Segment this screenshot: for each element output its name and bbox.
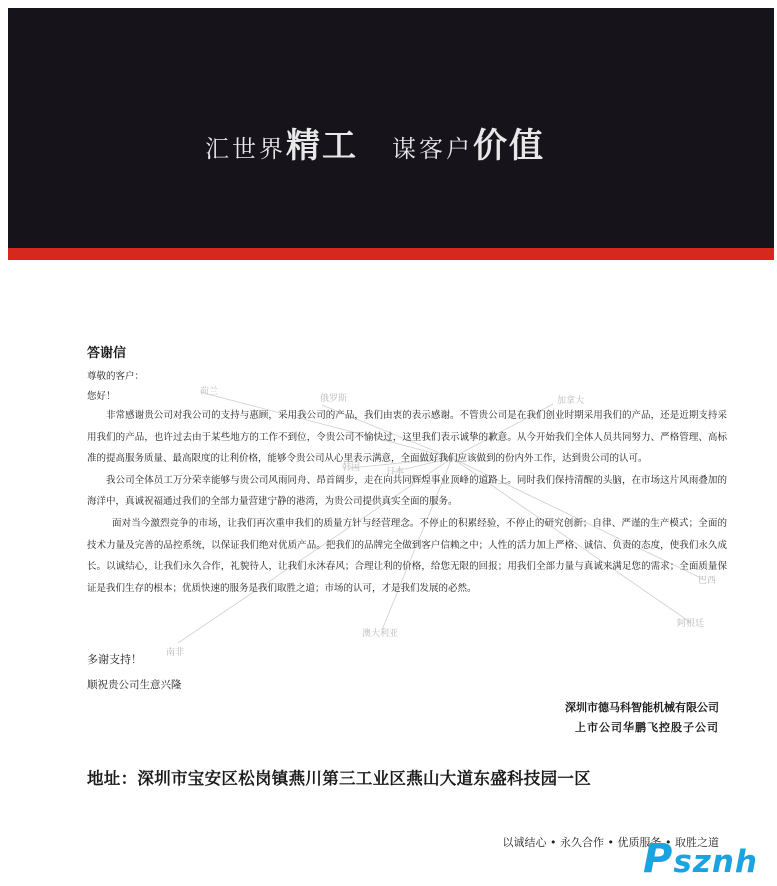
map-label-japan: 日本	[386, 467, 405, 477]
slogan-part1-bold: 精工	[286, 126, 358, 166]
company-address: 地址：深圳市宝安区松岗镇燕川第三工业区燕山大道东盛科技园一区	[87, 769, 591, 788]
letter-greeting: 您好！	[87, 391, 116, 402]
slogan-part2-normal: 谋客户	[392, 135, 473, 163]
watermark-logo	[643, 836, 758, 882]
parent-company: 上市公司华鹏飞控股子公司	[575, 721, 719, 734]
company-name: 深圳市德马科智能机械有限公司	[565, 701, 719, 714]
letter-thanks: 多谢支持！	[87, 653, 142, 666]
letter-title: 答谢信	[87, 346, 127, 361]
map-label-netherlands: 荷兰	[200, 387, 219, 397]
slogan-part2-bold: 价值	[473, 126, 545, 166]
letter-paragraph-1: 非常感谢贵公司对我公司的支持与惠顾，采用我公司的产品，我们由衷的表示感谢。不管贵公司是在我们创业时期采用我们的产品，还是近期支持采用我们的产品，也许过去由于某些地方的工作不到位，令贵公司不愉快过，这里我们表示诚挚的歉意。从今开始我们全体人员共同努力、严格管理、高标准的提高服务质量、最高限度的让利价格，能够令贵公司从心里表示满意，全面做好我们应该做到的份内外工作，达到贵公司的认可。	[87, 410, 727, 465]
map-label-australia: 澳大利亚	[362, 629, 399, 639]
company-motto: 以诚结心 • 永久合作 • 优质服务 • 取胜之道	[502, 836, 719, 849]
map-label-russia: 俄罗斯	[320, 394, 348, 404]
letter-wish: 顺祝贵公司生意兴隆	[87, 679, 182, 691]
map-label-argentina: 阿根廷	[677, 619, 705, 629]
watermark-logo-initial: P	[643, 836, 674, 882]
watermark-logo-rest: sznh	[673, 844, 758, 880]
slogan-part1-normal: 汇世界	[205, 135, 286, 163]
letter-paragraph-2: 我公司全体员工万分荣幸能够与贵公司风雨同舟、昂首阔步，走在向共同辉煌事业顶峰的道路上。同时我们保持清醒的头脑，在市场这片风雨叠加的海洋中，真诚祝福通过我们的全部力量营建宁静的港湾，为贵公司提供真实全面的服务。	[87, 474, 727, 508]
letter-salutation: 尊敬的客户：	[87, 371, 145, 382]
letter-paragraph-3: 面对当今激烈竞争的市场，让我们再次重申我们的质量方针与经营理念。不停止的积累经验，不停止的研究创新；自律、严谨的生产模式；全面的技术力量及完善的品控系统，以保证我们绝对优质产品。把我们的品牌完全做到客户信赖之中；人性的活力加上严格、诚信、负责的态度，使我们永久成长。以诚结心，让我们永久合作，礼貌待人，让我们永沐春风；合理让利的价格，给您无限的回报；用我们全部力量与真诚来满足您的需求；全面质量保证是我们生存的根本；优质快速的服务是我们取胜之道；市场的认可，才是我们发展的必然。	[87, 517, 727, 594]
map-label-korea: 韩国	[342, 463, 361, 473]
map-label-south-africa: 南非	[166, 648, 185, 658]
thank-you-letter	[87, 342, 727, 599]
map-label-brazil: 巴西	[698, 576, 717, 586]
map-label-canada: 加拿大	[557, 396, 585, 406]
